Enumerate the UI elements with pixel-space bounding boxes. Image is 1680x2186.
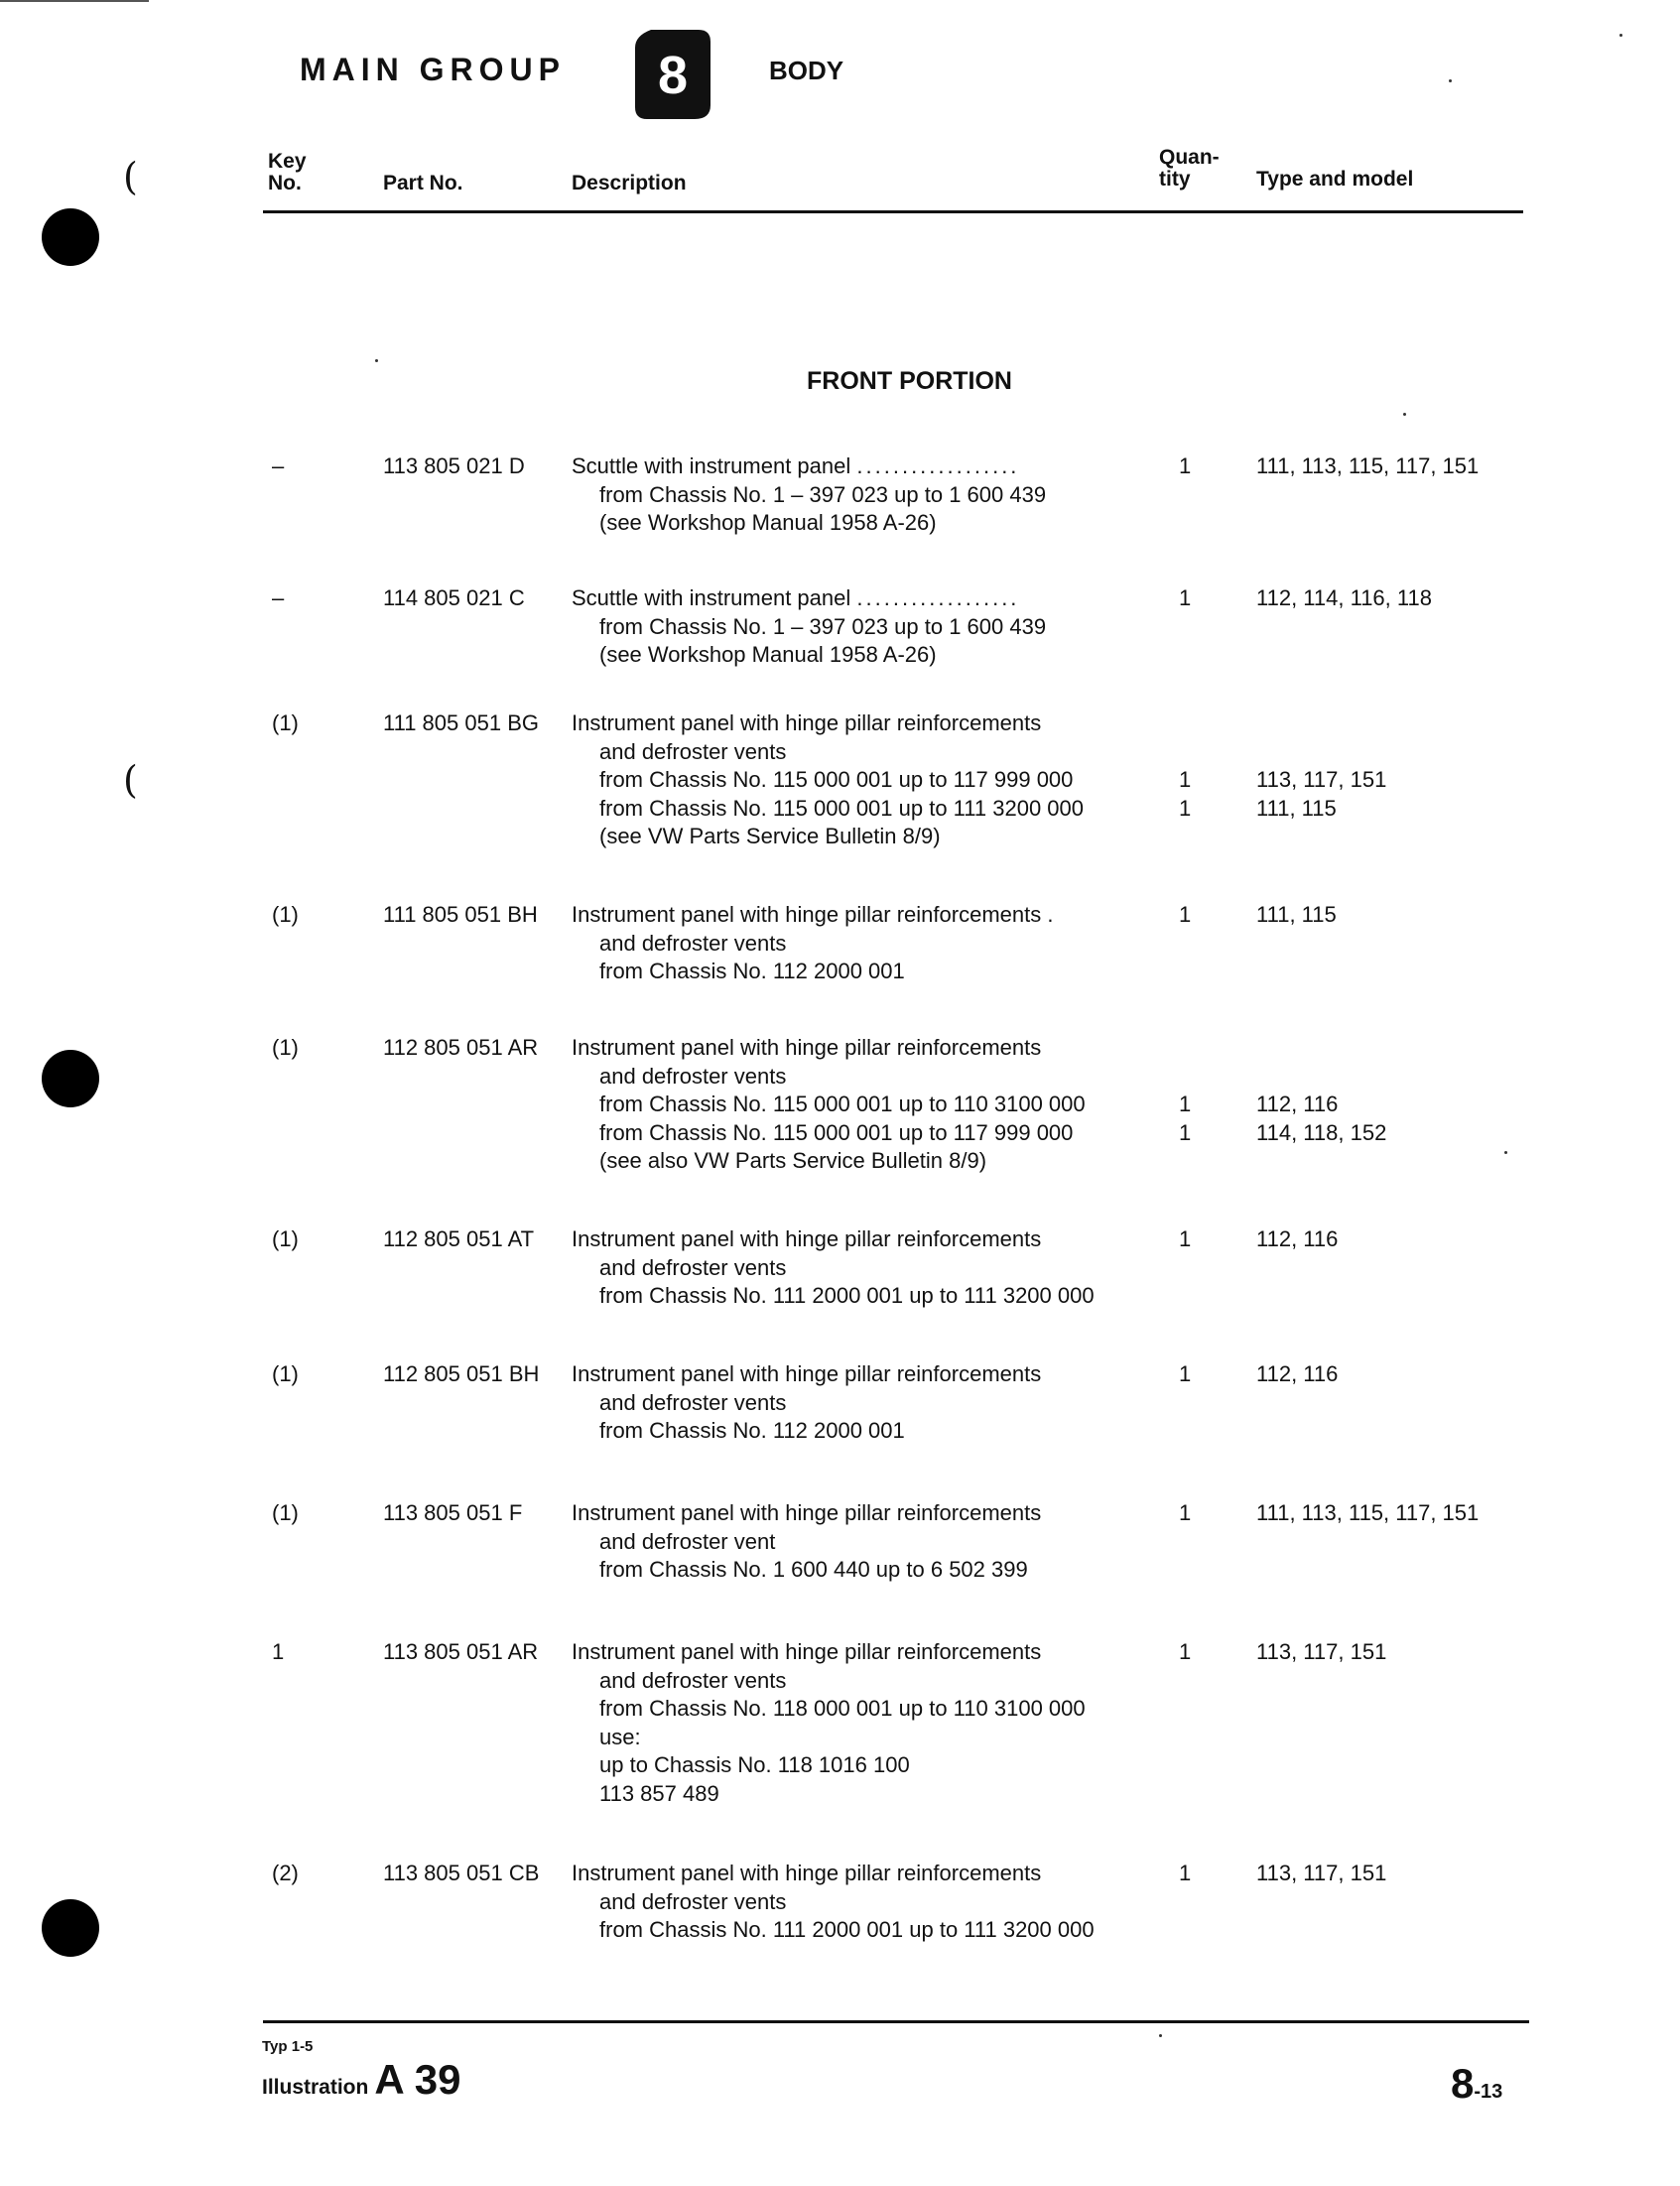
quantity-value: 1 — [1179, 1226, 1192, 1251]
description-line: 113 857 489 — [599, 1780, 719, 1806]
quantity — [1179, 1360, 1199, 1446]
type-value: 111, 115 — [1256, 795, 1337, 821]
type-value — [1256, 1034, 1386, 1063]
quantity — [1179, 1034, 1199, 1176]
type-value — [1256, 738, 1386, 767]
type-and-model — [1256, 1499, 1479, 1585]
speck — [1619, 34, 1622, 37]
description-line: and defroster vents — [599, 1389, 787, 1415]
quantity-value — [1179, 823, 1199, 851]
quantity-value — [1179, 1916, 1199, 1945]
type-and-model — [1256, 901, 1337, 986]
description-line: Instrument panel with hinge pillar reinforcements . — [572, 902, 1054, 927]
section-title: FRONT PORTION — [807, 367, 1012, 395]
description-line: Scuttle with instrument panel .................. — [572, 585, 1020, 610]
footer-rule — [263, 2020, 1529, 2023]
description-line: from Chassis No. 115 000 001 up to 117 999 000 — [599, 1119, 1074, 1145]
description-line: (see Workshop Manual 1958 A-26) — [599, 642, 937, 667]
description-line: and defroster vents — [599, 930, 787, 956]
leader-dots: .................. — [856, 453, 1020, 478]
type-and-model — [1256, 584, 1432, 670]
key-number: (1) — [272, 710, 299, 735]
speck — [1159, 2034, 1162, 2037]
speck — [1504, 1151, 1507, 1154]
type-value — [1256, 1063, 1386, 1092]
description-line: from Chassis No. 111 2000 001 up to 111 3200 000 — [599, 1283, 1095, 1308]
quantity-value: 1 — [1179, 1361, 1192, 1386]
type-value — [1256, 823, 1386, 851]
type-value: 111, 113, 115, 117, 151 — [1256, 453, 1480, 478]
type-value — [1256, 1724, 1386, 1752]
group-title: BODY — [769, 56, 844, 85]
description-line: from Chassis No. 1 600 440 up to 6 502 399 — [599, 1557, 1028, 1582]
quantity-value: 1 — [1179, 1119, 1192, 1145]
type-value — [1256, 1780, 1386, 1809]
col-header-key: Key No. — [268, 150, 307, 194]
quantity — [1179, 1225, 1199, 1311]
type-value — [1256, 1282, 1338, 1311]
type-value: 112, 116 — [1256, 1092, 1339, 1116]
col-header-quantity: Quan- tity — [1159, 146, 1220, 191]
quantity-value — [1179, 930, 1199, 959]
quantity-value — [1179, 509, 1199, 538]
description — [572, 1360, 1147, 1446]
key-number: (1) — [272, 1226, 299, 1251]
description-line: and defroster vents — [599, 1888, 787, 1914]
col-header-part: Part No. — [383, 172, 463, 194]
quantity-value: 1 — [1179, 1639, 1192, 1664]
description-line: from Chassis No. 112 2000 001 — [599, 1418, 905, 1443]
description-line: (see Workshop Manual 1958 A-26) — [599, 510, 937, 535]
type-value — [1256, 1916, 1386, 1945]
illustration-ref: Illustration A 39 — [262, 2056, 461, 2103]
type-and-model — [1256, 709, 1386, 851]
description-line: up to Chassis No. 118 1016 100 — [599, 1752, 910, 1777]
description-line: and defroster vents — [599, 1063, 787, 1089]
description-line: from Chassis No. 112 2000 001 — [599, 959, 905, 983]
type-value — [1256, 509, 1479, 538]
quantity — [1179, 1860, 1199, 1945]
quantity — [1179, 901, 1199, 986]
description-line: and defroster vents — [599, 1254, 787, 1280]
description — [572, 1499, 1147, 1585]
part-number: 113 805 051 AR — [383, 1639, 539, 1664]
description — [572, 901, 1147, 986]
type-value — [1256, 1254, 1338, 1283]
group-number-badge — [633, 28, 712, 121]
key-number: (1) — [272, 1361, 299, 1386]
type-and-model — [1256, 1034, 1386, 1176]
description-line: from Chassis No. 118 000 001 up to 110 3100 000 — [599, 1696, 1086, 1721]
quantity-value — [1179, 613, 1199, 642]
type-and-model — [1256, 1638, 1386, 1808]
description-line: from Chassis No. 115 000 001 up to 110 3100 000 — [599, 1092, 1086, 1116]
speck — [1403, 413, 1406, 416]
key-number: – — [272, 453, 285, 478]
type-value — [1256, 1888, 1386, 1917]
type-value — [1256, 1147, 1386, 1176]
punch-hole — [42, 1050, 99, 1107]
quantity — [1179, 1638, 1199, 1808]
key-number: (2) — [272, 1861, 299, 1885]
quantity-value — [1179, 1695, 1199, 1724]
speck — [375, 359, 378, 362]
punch-hole — [42, 208, 99, 266]
description-line: (see VW Parts Service Bulletin 8/9) — [599, 824, 941, 848]
type-and-model — [1256, 1225, 1338, 1311]
group-number: 8 — [657, 46, 689, 105]
description-line: Instrument panel with hinge pillar reinforcements — [572, 1035, 1042, 1060]
description-line: Scuttle with instrument panel .................. — [572, 453, 1020, 478]
type-value — [1256, 958, 1337, 986]
type-value — [1256, 1751, 1386, 1780]
key-number: 1 — [272, 1639, 285, 1664]
description-line: Instrument panel with hinge pillar reinforcements — [572, 1361, 1042, 1386]
illustration-number: A 39 — [374, 2056, 461, 2103]
description-line: Instrument panel with hinge pillar reinforcements — [572, 1500, 1042, 1525]
main-group-label: MAIN GROUP — [300, 52, 566, 87]
type-value — [1256, 1417, 1338, 1446]
speck — [1449, 79, 1452, 82]
quantity-value: 1 — [1179, 1500, 1192, 1525]
part-number: 111 805 051 BH — [383, 902, 538, 927]
quantity-value — [1179, 1254, 1199, 1283]
quantity-value: 1 — [1179, 453, 1192, 478]
type-value: 114, 118, 152 — [1256, 1119, 1387, 1145]
col-header-type: Type and model — [1256, 168, 1414, 191]
description-line: from Chassis No. 115 000 001 up to 111 3200 000 — [599, 795, 1084, 821]
type-value — [1256, 709, 1386, 738]
quantity-value — [1179, 1888, 1199, 1917]
type-value — [1256, 1389, 1338, 1418]
description-line: and defroster vents — [599, 1667, 787, 1693]
description-line: from Chassis No. 115 000 001 up to 117 999 000 — [599, 767, 1074, 792]
part-number: 113 805 051 F — [383, 1500, 523, 1525]
key-number: – — [272, 585, 285, 610]
part-number: 111 805 051 BG — [383, 710, 539, 735]
quantity — [1179, 709, 1199, 851]
type-value: 113, 117, 151 — [1256, 767, 1387, 792]
description-line: Instrument panel with hinge pillar reinforcements — [572, 1226, 1042, 1251]
margin-mark: ( — [123, 155, 138, 198]
description-line: and defroster vents — [599, 738, 787, 764]
type-value — [1256, 641, 1432, 670]
quantity-value — [1179, 1667, 1199, 1696]
part-number: 112 805 051 AT — [383, 1226, 535, 1251]
punch-hole — [42, 1899, 99, 1957]
quantity-value — [1179, 1034, 1199, 1063]
description — [572, 1034, 1147, 1176]
type-and-model — [1256, 1860, 1386, 1945]
description-line: and defroster vent — [599, 1528, 776, 1554]
part-number: 112 805 051 BH — [383, 1361, 540, 1386]
quantity-value — [1179, 738, 1199, 767]
margin-mark: ( — [123, 758, 138, 802]
type-value: 113, 117, 151 — [1256, 1639, 1387, 1664]
quantity-value — [1179, 1724, 1199, 1752]
key-number: (1) — [272, 1035, 299, 1060]
description — [572, 709, 1147, 851]
quantity-value: 1 — [1179, 767, 1192, 792]
quantity-value — [1179, 641, 1199, 670]
type-value: 111, 113, 115, 117, 151 — [1256, 1500, 1480, 1525]
quantity-value: 1 — [1179, 585, 1192, 610]
leader-dots: .................. — [856, 585, 1020, 610]
description-line: (see also VW Parts Service Bulletin 8/9) — [599, 1148, 987, 1173]
quantity — [1179, 1499, 1199, 1585]
header-rule — [263, 210, 1523, 213]
type-value — [1256, 1556, 1479, 1585]
quantity-value — [1179, 1417, 1199, 1446]
key-number: (1) — [272, 1500, 299, 1525]
description-line: Instrument panel with hinge pillar reinforcements — [572, 1639, 1042, 1664]
quantity-value — [1179, 1528, 1199, 1557]
description-line: from Chassis No. 111 2000 001 up to 111 3200 000 — [599, 1917, 1095, 1942]
quantity-value: 1 — [1179, 795, 1192, 821]
type-value: 112, 114, 116, 118 — [1256, 585, 1432, 610]
type-value: 112, 116 — [1256, 1361, 1339, 1386]
description — [572, 1638, 1147, 1808]
quantity-value — [1179, 1282, 1199, 1311]
description-line: Instrument panel with hinge pillar reinforcements — [572, 710, 1042, 735]
description — [572, 584, 1147, 670]
quantity-value — [1179, 1556, 1199, 1585]
part-number: 112 805 051 AR — [383, 1035, 539, 1060]
quantity-value — [1179, 1147, 1199, 1176]
quantity-value — [1179, 1063, 1199, 1092]
col-header-description: Description — [572, 172, 687, 194]
quantity-value: 1 — [1179, 902, 1192, 927]
top-edge-line — [0, 0, 149, 2]
type-and-model — [1256, 452, 1479, 538]
type-value — [1256, 481, 1479, 510]
quantity-value — [1179, 1751, 1199, 1780]
description — [572, 452, 1147, 538]
description-line: use: — [599, 1724, 641, 1749]
description-line: from Chassis No. 1 – 397 023 up to 1 600 439 — [599, 481, 1047, 507]
type-value: 113, 117, 151 — [1256, 1861, 1387, 1885]
type-value — [1256, 1528, 1479, 1557]
quantity-value — [1179, 1389, 1199, 1418]
type-value: 112, 116 — [1256, 1226, 1339, 1251]
quantity — [1179, 452, 1199, 538]
quantity-value — [1179, 958, 1199, 986]
part-number: 113 805 021 D — [383, 453, 525, 478]
part-number: 113 805 051 CB — [383, 1861, 540, 1885]
quantity-value — [1179, 709, 1199, 738]
quantity-value — [1179, 481, 1199, 510]
description — [572, 1225, 1147, 1311]
key-number: (1) — [272, 902, 299, 927]
footer-type-label: Typ 1-5 — [262, 2038, 314, 2055]
description — [572, 1860, 1147, 1945]
type-value — [1256, 930, 1337, 959]
type-value — [1256, 1667, 1386, 1696]
description-line: from Chassis No. 1 – 397 023 up to 1 600 439 — [599, 613, 1047, 639]
quantity-value: 1 — [1179, 1861, 1192, 1885]
type-value — [1256, 613, 1432, 642]
quantity-value — [1179, 1780, 1199, 1809]
quantity-value: 1 — [1179, 1092, 1192, 1116]
type-and-model — [1256, 1360, 1338, 1446]
page-number: 8-13 — [1451, 2060, 1503, 2107]
description-line: Instrument panel with hinge pillar reinforcements — [572, 1861, 1042, 1885]
quantity — [1179, 584, 1199, 670]
type-value: 111, 115 — [1256, 902, 1337, 927]
part-number: 114 805 021 C — [383, 585, 525, 610]
type-value — [1256, 1695, 1386, 1724]
